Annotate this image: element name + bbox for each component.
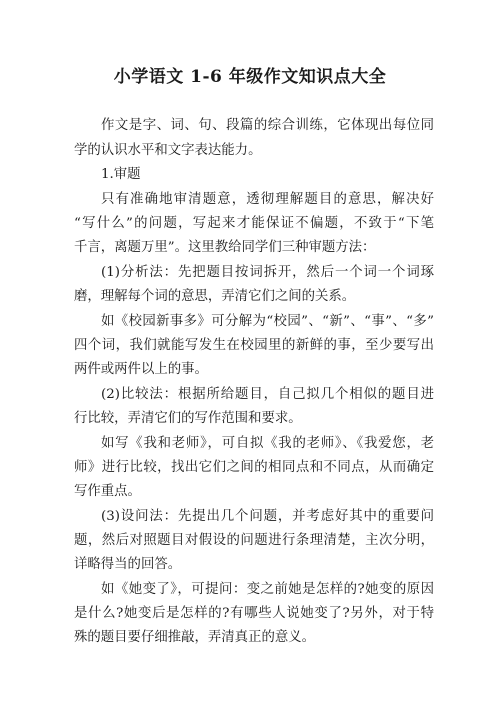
paragraph-line: 如《她变了》，可提问：变之前她是怎样的?她变的原因: [101, 582, 434, 597]
paragraph-line: “写什么”的问题，写起来才能保证不偏题，不致于“下笔: [74, 216, 434, 231]
paragraph-line: 作文是字、词、句、段篇的综合训练，它体现出每位同: [101, 118, 434, 133]
paragraph-line: 详略得当的回答。: [74, 557, 182, 572]
page-title: 小学语文 1-6 年级作文知识点大全: [113, 67, 387, 87]
paragraph-line: 题，然后对照题目对假设的问题进行条理清楚，主次分明，: [74, 533, 434, 548]
paragraph-line: 千言，离题万里”。这里教给同学们三种审题方法：: [74, 240, 376, 255]
paragraph-line: 两件或两件以上的事。: [74, 362, 208, 377]
section-heading: 1.审题: [101, 167, 141, 182]
paragraph-line: 师》进行比较，找出它们之间的相同点和不同点，从而确定: [74, 460, 434, 475]
paragraph-line: 行比较，弄清它们的写作范围和要求。: [74, 411, 302, 426]
paragraph-line: (3)设问法：先提出几个问题，并考虑好其中的重要问: [101, 509, 434, 524]
paragraph-line: 是什么?她变后是怎样的?有哪些人说她变了?另外，对于特: [74, 606, 434, 621]
paragraph-line: (1)分析法：先把题目按词拆开，然后一个词一个词琢: [101, 265, 434, 280]
paragraph-line: 磨，理解每个词的意思，弄清它们之间的关系。: [74, 289, 356, 304]
paragraph-line: 殊的题目要仔细推敲，弄清真正的意义。: [74, 630, 316, 645]
paragraph-line: 四个词，我们就能写发生在校园里的新鲜的事，至少要写出: [74, 338, 434, 353]
paragraph-line: 写作重点。: [74, 484, 141, 499]
paragraph-line: (2)比较法：根据所给题目，自己拟几个相似的题目进: [101, 387, 434, 402]
paragraph-line: 只有准确地审清题意，透彻理解题目的意思，解决好: [101, 192, 434, 207]
paragraph-line: 如《校园新事多》可分解为“校园”、“新”、“事”、“多”: [101, 314, 434, 329]
paragraph-line: 学的认识水平和文字表达能力。: [74, 143, 262, 158]
paragraph-line: 如写《我和老师》，可自拟《我的老师》、《我爱您，老: [101, 436, 434, 451]
